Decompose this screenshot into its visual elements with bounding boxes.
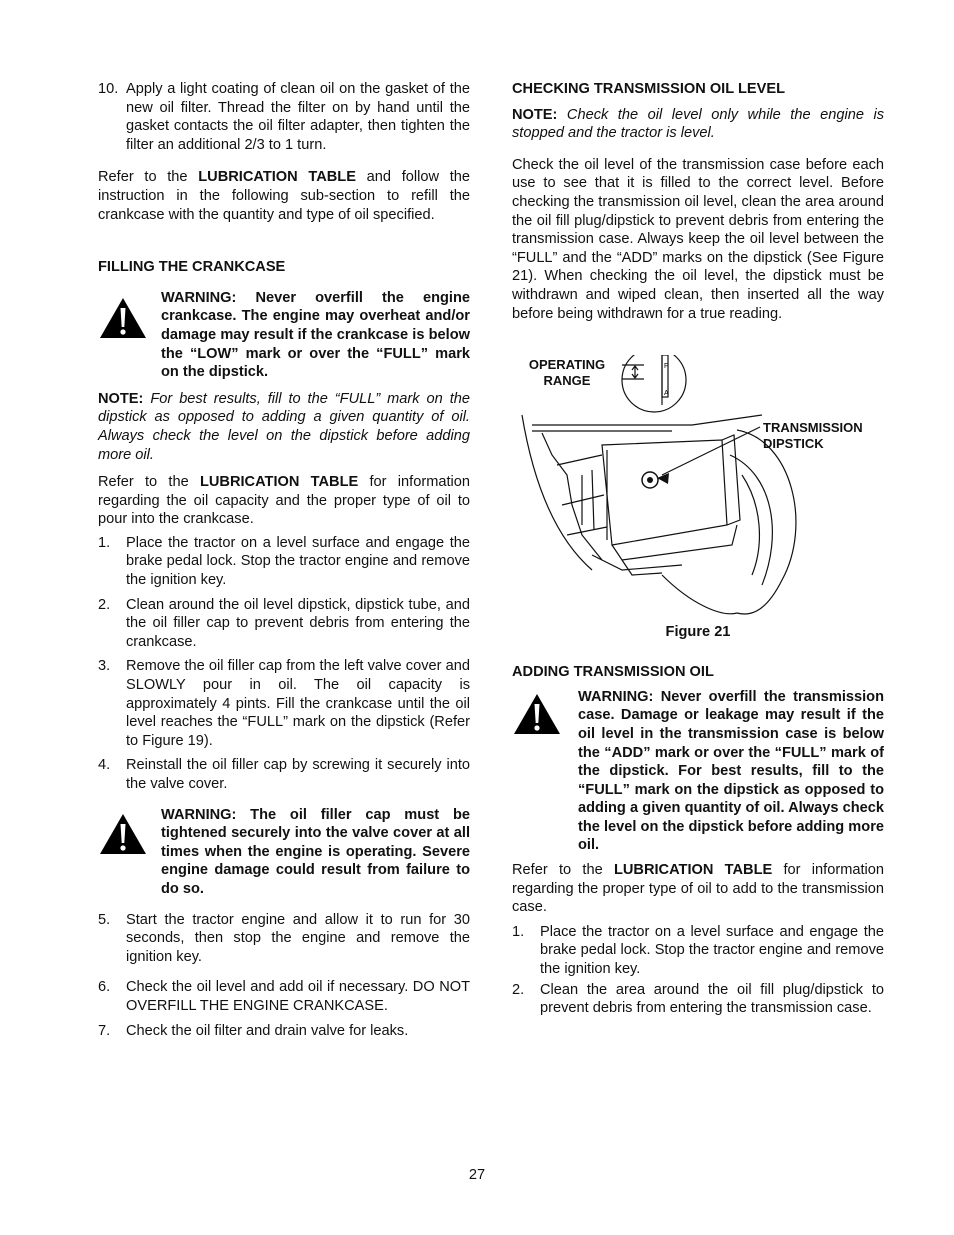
warning-block-3 <box>512 688 884 855</box>
lubrication-table-ref: LUBRICATION TABLE <box>613 862 773 879</box>
refer-paragraph-2 <box>98 473 470 529</box>
step-number: 2. <box>98 596 111 613</box>
note-text: For best results, fill to the “FULL” mark on the dipstick as opposed to adding a given quantity of oil. Always check the level on the dipstick before adding more oil. <box>98 390 470 463</box>
step-number: 6. <box>98 979 111 996</box>
step-number: 5. <box>98 911 111 928</box>
warning-block-1 <box>98 289 470 382</box>
step-text: Start the tractor engine and allow it to run for 30 seconds, then stop the engine and remove the ignition key. <box>126 911 470 965</box>
lubrication-table-ref: LUBRICATION TABLE <box>198 169 356 186</box>
warning-triangle-icon <box>98 812 148 856</box>
refer-paragraph-1 <box>98 168 470 224</box>
list-item <box>98 978 470 1015</box>
warning-block-2 <box>98 806 470 899</box>
lubrication-table-ref: LUBRICATION TABLE <box>199 474 359 491</box>
refer-text: for information regarding the proper type of oil to add to the transmission case. <box>512 862 884 916</box>
step-number: 7. <box>98 1022 111 1039</box>
refer-text: Refer to the <box>98 169 199 186</box>
check-paragraph: Check the oil level of the transmission case before each use to see that it is filled to the correct level. Before checking the transmission oil level, clean the area around the oil fill plug/dipstick to prevent debris from entering the transmission case. Always keep the oil level between the “FULL” and the “ADD” marks on the dipstick (See Figure 21). When checking the oil level, the dipstick must be withdrawn and wiped clean, then inserted all the way before being withdrawn for a true reading. <box>512 156 884 322</box>
note-label: NOTE: <box>512 106 558 123</box>
label-line: RANGE <box>543 373 591 389</box>
step-number: 1. <box>512 923 525 940</box>
step-10 <box>98 80 470 154</box>
steps-list-c <box>512 923 884 1018</box>
warning-text: WARNING: The oil filler cap must be tightened securely into the valve cover at all times when the engine is operating. Severe engine damage could result from failure to do so. <box>161 806 470 897</box>
list-item <box>512 923 884 979</box>
list-item <box>98 1022 470 1041</box>
step-text: Check the oil level and add oil if necessary. DO NOT OVERFILL THE ENGINE CRANKCASE. <box>126 979 470 1014</box>
step-text: Place the tractor on a level surface and engage the brake pedal lock. Stop the tractor engine and remove the ignition key. <box>126 534 470 589</box>
step-text: Clean the area around the oil fill plug/dipstick to prevent debris from entering the transmission case. <box>540 981 884 1017</box>
step-number: 10. <box>98 81 119 97</box>
transmission-illustration <box>512 355 884 645</box>
steps-list-a <box>98 534 470 794</box>
step-number: 4. <box>98 757 111 774</box>
step-text: Apply a light coating of clean oil on the gasket of the new oil filter. Thread the filter on by hand until the gasket contacts the oil filter adapter, then tighten the filter an additional 2/3 to 1 turn. <box>126 81 470 153</box>
label-line: DIPSTICK <box>763 436 824 452</box>
refer-text: for information regarding the oil capacity and the proper type of oil to pour into the crankcase. <box>98 474 470 528</box>
refer-text: and follow the instruction in the following sub-section to refill the crankcase with the quantity and type of oil specified. <box>98 169 470 223</box>
refer-text: Refer to the <box>98 474 200 491</box>
step-text: Reinstall the oil filler cap by screwing it securely into the valve cover. <box>126 757 470 792</box>
step-text: Place the tractor on a level surface and engage the brake pedal lock. Stop the tractor engine and remove the ignition key. <box>540 923 884 978</box>
step-text: Clean around the oil level dipstick, dipstick tube, and the oil filler cap to prevent debris from entering the crankcase. <box>126 596 470 650</box>
heading-checking-transmission: CHECKING TRANSMISSION OIL LEVEL <box>512 81 785 97</box>
list-item <box>512 981 884 1018</box>
refer-paragraph-3 <box>512 861 884 917</box>
right-column <box>512 80 884 1018</box>
note-text: Check the oil level only while the engine is stopped and the tractor is level. <box>512 106 884 142</box>
step-number: 2. <box>512 981 525 998</box>
label-line: OPERATING <box>528 357 606 373</box>
heading-adding-transmission: ADDING TRANSMISSION OIL <box>512 664 714 681</box>
list-item <box>98 756 470 793</box>
left-column <box>98 80 470 1040</box>
warning-triangle-icon <box>98 296 148 340</box>
page-number: 27 <box>468 1167 486 1183</box>
dipstick-add-mark: A <box>664 390 669 398</box>
figure-21 <box>512 355 884 645</box>
note-paragraph <box>512 106 884 143</box>
figure-caption: Figure 21 <box>665 624 731 641</box>
step-number: 3. <box>98 658 111 675</box>
step-text: Remove the oil filler cap from the left valve cover and SLOWLY pour in oil. The oil capacity is approximately 4 pints. Fill the crankcase until the oil level reaches the “FULL” mark on the dipstick (Refer to Figure 19). <box>126 658 470 749</box>
list-item <box>98 596 470 652</box>
warning-text: WARNING: Never overfill the transmission case. Damage or leakage may result if the oil level in the transmission case is below the “ADD” mark or over the “FULL” mark of the dipstick. For best results, fill to the “FULL” mark on the dipstick as opposed to adding a given quantity of oil. Always check the level on the dipstick before adding more oil. <box>578 688 884 854</box>
steps-list-b <box>98 911 470 1041</box>
warning-triangle-icon <box>512 692 562 736</box>
step-text: Check the oil filter and drain valve for leaks. <box>126 1022 409 1039</box>
label-line: TRANSMISSION <box>763 420 863 436</box>
dipstick-full-mark: F <box>664 363 669 371</box>
step-number: 1. <box>98 534 111 551</box>
list-item <box>98 911 470 967</box>
list-item <box>98 657 470 750</box>
warning-text: WARNING: Never overfill the engine crankcase. The engine may overheat and/or damage may result if the crankcase is below the “LOW” mark or over the “FULL” mark on the dipstick. <box>161 289 470 381</box>
note-paragraph <box>98 390 470 464</box>
heading-filling-crankcase: FILLING THE CRANKCASE <box>98 259 286 276</box>
note-label: NOTE: <box>98 390 144 407</box>
refer-text: Refer to the <box>512 862 614 879</box>
list-item <box>98 534 470 590</box>
